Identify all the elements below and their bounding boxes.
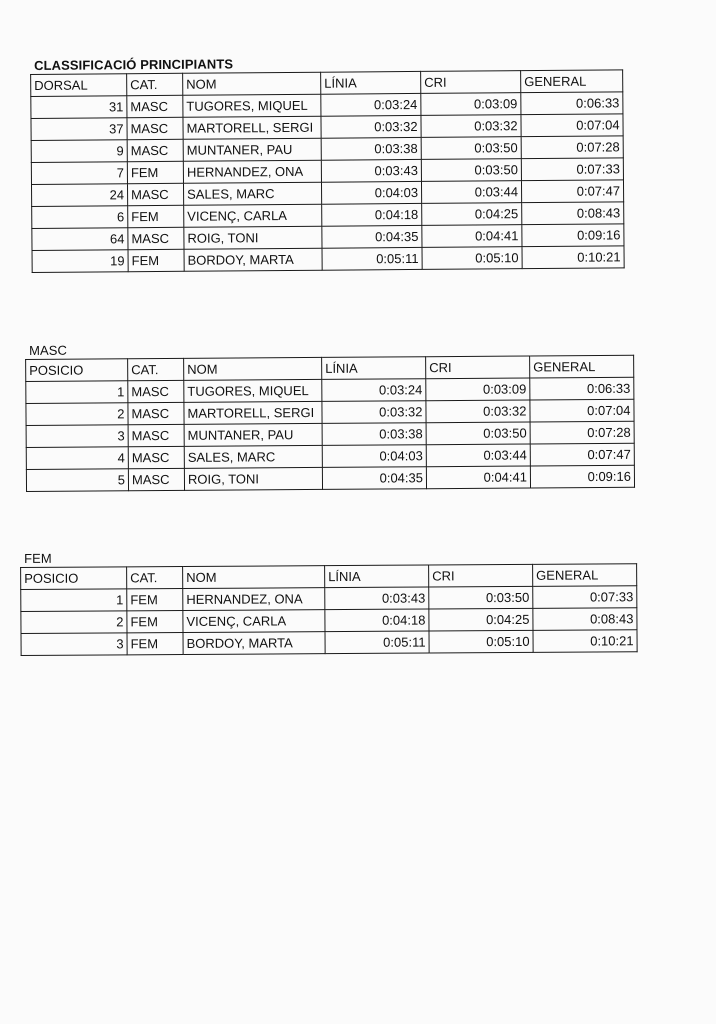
- table-cell: 0:03:38: [321, 137, 421, 160]
- column-header: LÍNIA: [325, 565, 429, 588]
- table-cell: 0:04:41: [422, 225, 522, 248]
- table-cell: 0:04:18: [322, 203, 422, 226]
- table-cell: 0:09:16: [530, 465, 634, 488]
- table-cell: SALES, MARC: [183, 182, 321, 205]
- table-cell: 0:03:32: [322, 401, 426, 424]
- table-cell: 0:07:47: [521, 180, 623, 203]
- table-cell: MARTORELL, SERGI: [183, 116, 321, 139]
- table-cell: 0:05:10: [422, 247, 522, 270]
- table-cell: 2: [26, 403, 128, 426]
- masc-classification-section: [25, 339, 635, 492]
- table-cell: MUNTANER, PAU: [183, 138, 321, 161]
- column-header: CAT.: [128, 358, 184, 380]
- section-title: CLASSIFICACIÓ PRINCIPIANTS: [33, 56, 234, 73]
- table-cell: 0:07:04: [530, 399, 634, 422]
- table-cell: 0:04:25: [422, 203, 522, 226]
- table-cell: MASC: [128, 468, 184, 490]
- column-header: GENERAL: [533, 564, 637, 587]
- table-cell: 0:05:10: [429, 630, 533, 653]
- column-header: DORSAL: [31, 74, 127, 97]
- table-cell: 0:04:35: [322, 225, 422, 248]
- table-cell: 0:03:50: [421, 159, 521, 182]
- table-cell: 0:07:28: [530, 421, 634, 444]
- table-cell: 0:09:16: [522, 224, 624, 247]
- overall-classification-section: [30, 53, 625, 273]
- table-cell: 31: [31, 96, 127, 119]
- table-cell: MUNTANER, PAU: [184, 423, 322, 446]
- table-cell: 64: [32, 228, 128, 251]
- column-header: POSICIO: [26, 359, 128, 382]
- table-cell: 0:07:47: [530, 443, 634, 466]
- column-header: POSICIO: [21, 567, 127, 590]
- table-cell: 4: [26, 447, 128, 470]
- table-row: [26, 465, 634, 491]
- table-cell: 9: [31, 140, 127, 163]
- table-cell: 0:07:33: [533, 586, 637, 609]
- table-cell: 0:03:32: [426, 400, 530, 423]
- table-cell: 0:07:33: [521, 158, 623, 181]
- table-cell: SALES, MARC: [184, 445, 322, 468]
- column-header: GENERAL: [521, 70, 623, 93]
- table-cell: 2: [21, 611, 127, 634]
- table-cell: ROIG, TONI: [184, 226, 322, 249]
- table-cell: 0:06:33: [521, 92, 623, 115]
- table-cell: MARTORELL, SERGI: [184, 401, 322, 424]
- table-cell: FEM: [128, 205, 184, 227]
- table-cell: 0:03:32: [321, 115, 421, 138]
- table-cell: 37: [31, 118, 127, 141]
- table-cell: BORDOY, MARTA: [184, 248, 322, 271]
- section-title: FEM: [23, 550, 52, 566]
- table-cell: 0:07:28: [521, 136, 623, 159]
- table-cell: HERNANDEZ, ONA: [183, 160, 321, 183]
- column-header: CRI: [429, 564, 533, 587]
- table-cell: FEM: [127, 611, 183, 633]
- column-header: GENERAL: [530, 355, 634, 378]
- section-title: MASC: [28, 342, 68, 358]
- table-cell: 0:04:03: [321, 181, 421, 204]
- table-cell: MASC: [127, 139, 183, 161]
- column-header: LÍNIA: [321, 71, 421, 94]
- table-row: [32, 246, 624, 273]
- column-header: CAT.: [127, 73, 183, 95]
- column-header: NOM: [184, 357, 322, 380]
- table-cell: VICENÇ, CARLA: [183, 610, 325, 633]
- table-cell: 0:06:33: [530, 377, 634, 400]
- table-cell: 0:05:11: [325, 631, 429, 654]
- table-cell: 1: [26, 381, 128, 404]
- table-cell: MASC: [127, 117, 183, 139]
- table-cell: HERNANDEZ, ONA: [183, 588, 325, 611]
- table-cell: BORDOY, MARTA: [183, 632, 325, 655]
- column-header: CAT.: [127, 567, 183, 589]
- table-cell: 0:04:35: [322, 467, 426, 490]
- table-cell: 0:03:09: [421, 93, 521, 116]
- table-cell: 0:08:43: [522, 202, 624, 225]
- table-cell: 0:04:41: [426, 466, 530, 489]
- table-cell: 19: [32, 250, 128, 273]
- column-header: CRI: [421, 71, 521, 94]
- table-cell: 6: [32, 206, 128, 229]
- table-cell: MASC: [128, 227, 184, 249]
- table-cell: MASC: [128, 402, 184, 424]
- table-cell: FEM: [127, 633, 183, 655]
- table-cell: 1: [21, 589, 127, 612]
- table-cell: 0:04:25: [429, 608, 533, 631]
- table-cell: ROIG, TONI: [184, 467, 322, 490]
- table-cell: 0:03:43: [325, 587, 429, 610]
- column-header: NOM: [183, 566, 325, 589]
- table-cell: MASC: [128, 446, 184, 468]
- table-cell: 0:03:50: [429, 586, 533, 609]
- table-cell: VICENÇ, CARLA: [184, 204, 322, 227]
- table-cell: 0:03:44: [426, 444, 530, 467]
- table-cell: MASC: [127, 95, 183, 117]
- table-cell: 0:03:09: [426, 378, 530, 401]
- table-cell: 0:07:04: [521, 114, 623, 137]
- table-cell: 0:10:21: [533, 630, 637, 653]
- table-cell: 3: [21, 633, 127, 656]
- table-cell: MASC: [127, 183, 183, 205]
- table-cell: FEM: [127, 589, 183, 611]
- table-cell: MASC: [128, 380, 184, 402]
- table-cell: 0:08:43: [533, 608, 637, 631]
- table-cell: TUGORES, MIQUEL: [184, 379, 322, 402]
- table-cell: MASC: [128, 424, 184, 446]
- table-cell: 0:04:03: [322, 445, 426, 468]
- table-cell: 0:03:38: [322, 423, 426, 446]
- table-cell: 0:03:44: [421, 181, 521, 204]
- table-cell: 0:05:11: [322, 247, 422, 270]
- table-cell: 3: [26, 425, 128, 448]
- table-cell: 0:03:43: [321, 159, 421, 182]
- table-cell: FEM: [128, 249, 184, 271]
- fem-classification-section: [20, 547, 638, 656]
- column-header: CRI: [426, 356, 530, 379]
- results-table: [25, 355, 635, 492]
- table-cell: 0:03:50: [426, 422, 530, 445]
- table-cell: 5: [26, 469, 128, 492]
- table-cell: 24: [31, 184, 127, 207]
- table-cell: 7: [31, 162, 127, 185]
- table-cell: TUGORES, MIQUEL: [183, 94, 321, 117]
- column-header: LÍNIA: [322, 357, 426, 380]
- column-header: NOM: [183, 72, 321, 95]
- results-table: [30, 69, 625, 273]
- table-cell: 0:10:21: [522, 246, 624, 269]
- table-cell: 0:03:50: [421, 137, 521, 160]
- table-cell: 0:03:24: [321, 93, 421, 116]
- table-cell: 0:03:24: [322, 379, 426, 402]
- table-cell: 0:03:32: [421, 115, 521, 138]
- table-cell: 0:04:18: [325, 609, 429, 632]
- table-row: [21, 630, 637, 656]
- results-table: [20, 563, 638, 656]
- table-cell: FEM: [127, 161, 183, 183]
